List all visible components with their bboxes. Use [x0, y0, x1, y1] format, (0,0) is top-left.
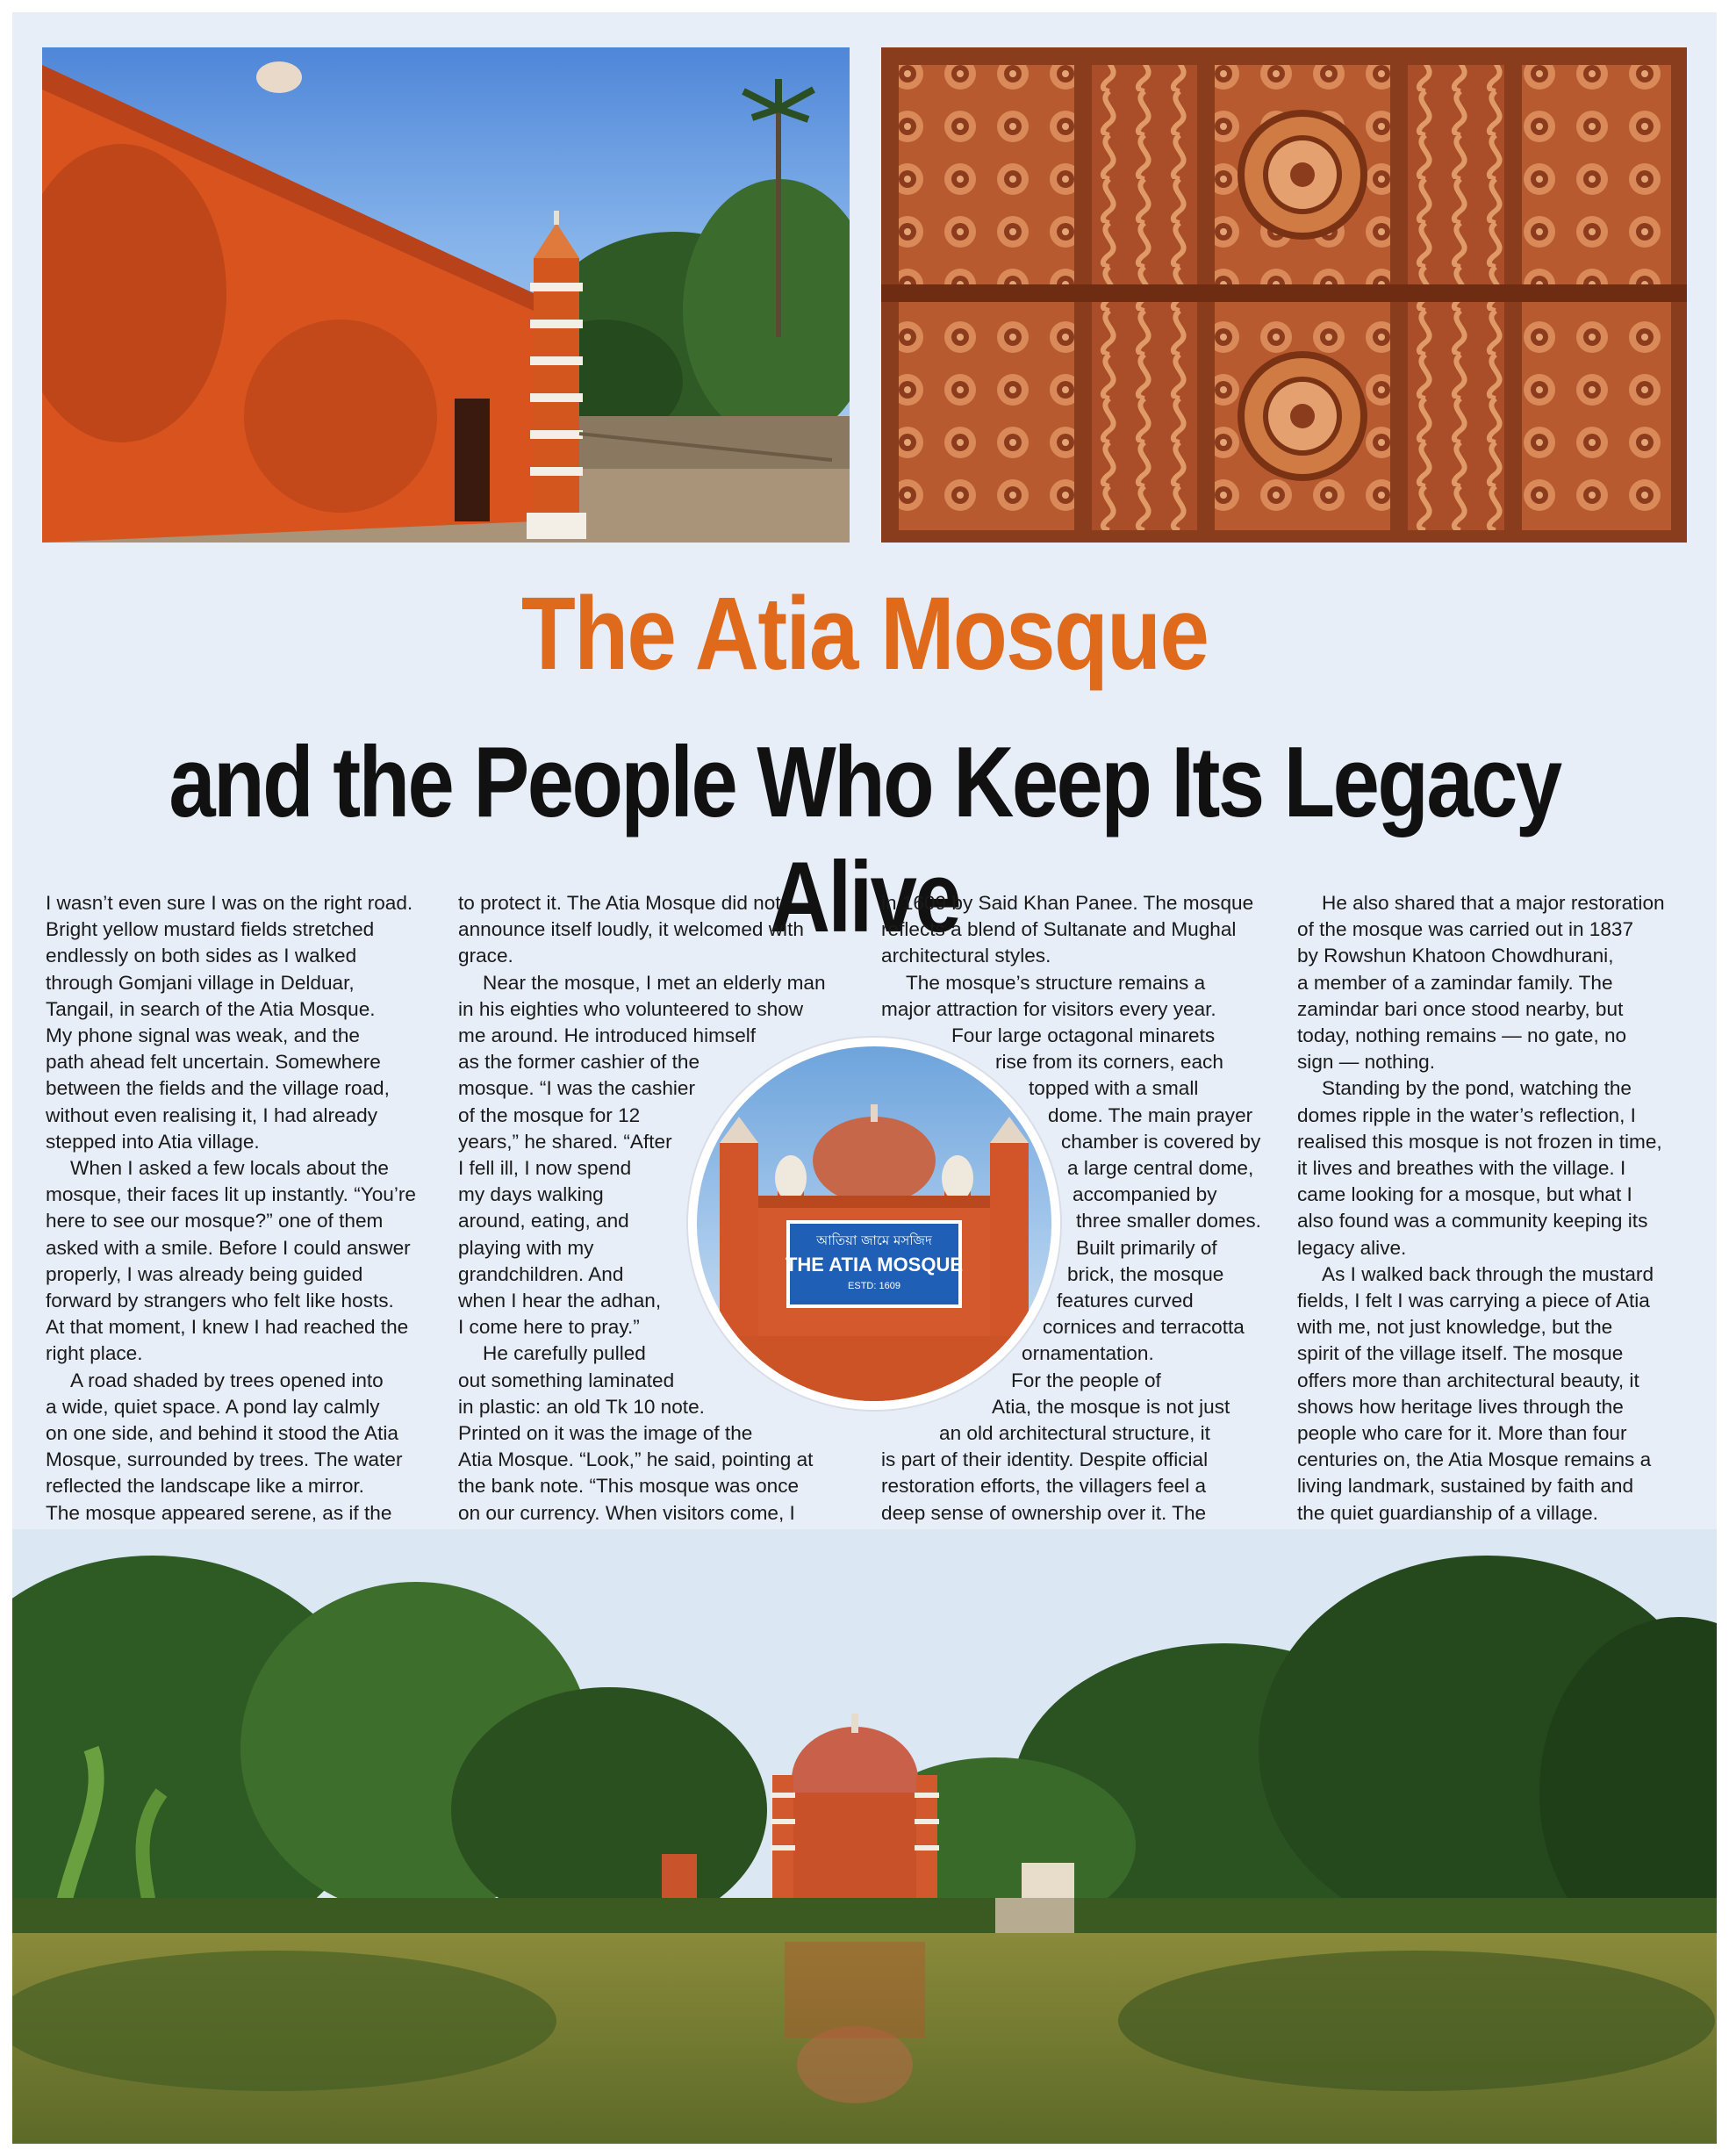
article-column-1 [46, 890, 441, 1579]
text-line: features curved [1057, 1290, 1194, 1312]
text-line: The mosque appeared serene, as if the [46, 1501, 392, 1524]
text-line: to protect it. The Atia Mosque did not [458, 892, 781, 914]
text-line: My phone signal was weak, and the [46, 1024, 360, 1047]
text-line: accompanied by [1073, 1183, 1217, 1206]
text-line: a large central dome, [1067, 1157, 1254, 1180]
text-line: stepped into Atia village. [46, 1130, 260, 1153]
text-line: reflected the landscape like a mirror. [46, 1475, 364, 1498]
text-line: major attraction for visitors every year. [881, 997, 1216, 1020]
text-line: fields, I felt I was carrying a piece of Atia [1297, 1290, 1650, 1312]
text-line: a wide, quiet space. A pond lay calmly [46, 1395, 380, 1418]
text-line: by Rowshun Khatoon Chowdhurani, [1297, 945, 1614, 967]
text-line: Printed on it was the image of the [458, 1422, 753, 1445]
paragraph [881, 890, 1276, 970]
paragraph [458, 890, 853, 970]
text-line: asked with a smile. Before I could answer [46, 1236, 411, 1259]
text-line: the bank note. “This mosque was once [458, 1475, 800, 1498]
text-line: on one side, and behind it stood the Atia [46, 1422, 398, 1445]
text-line: Mosque, surrounded by trees. The water [46, 1448, 403, 1471]
text-line: mosque, their faces lit up instantly. “You’re [46, 1183, 416, 1206]
text-line: my days walking [458, 1183, 604, 1206]
text-line: around, eating, and [458, 1210, 629, 1233]
text-line: me around. He introduced himself [458, 1024, 757, 1047]
text-line: people who care for it. More than four [1297, 1422, 1627, 1445]
text-line: without even realising it, I had already [46, 1103, 378, 1126]
text-line: between the fields and the village road, [46, 1077, 390, 1100]
text-line: I wasn’t even sure I was on the right road. [46, 892, 413, 914]
text-line: shows how heritage lives through the [1297, 1395, 1624, 1418]
text-line: cornices and terracotta [1043, 1316, 1245, 1339]
text-line: announce itself loudly, it welcomed with [458, 918, 804, 941]
paragraph [46, 890, 441, 1155]
sign-estd-text: ESTD: 1609 [848, 1281, 900, 1291]
text-line: A road shaded by trees opened into [70, 1369, 384, 1391]
text-line: The mosque’s structure remains a [906, 971, 1206, 994]
text-line: Built primarily of [1076, 1236, 1217, 1259]
text-line: deep sense of ownership over it. The [881, 1501, 1207, 1524]
text-line: Bright yellow mustard fields stretched [46, 918, 375, 941]
pond-panorama-illustration [12, 1529, 1717, 2144]
sign-bangla-text: আতিয়া জামে মসজিদ [816, 1233, 932, 1248]
text-line: Standing by the pond, watching the [1322, 1077, 1632, 1100]
text-line: Tangail, in search of the Atia Mosque. [46, 997, 376, 1020]
text-line: an old architectural structure, it [939, 1422, 1210, 1445]
text-line: restoration efforts, the villagers feel a [881, 1475, 1207, 1498]
text-line: the quiet guardianship of a village. [1297, 1501, 1598, 1524]
text-line: spirit of the village itself. The mosque [1297, 1342, 1624, 1365]
text-line: sign — nothing. [1297, 1051, 1435, 1074]
terracotta-panel-photo [881, 47, 1687, 543]
text-line: came looking for a mosque, but what I [1297, 1183, 1632, 1206]
text-line: mosque. “I was the cashier [458, 1077, 695, 1100]
text-line: of the mosque for 12 [458, 1103, 641, 1126]
text-line: here to see our mosque?” one of them [46, 1210, 384, 1233]
mosque-sign-illustration [697, 1046, 1051, 1401]
text-line: is part of their identity. Despite official [881, 1448, 1209, 1471]
text-line: brick, the mosque [1067, 1262, 1224, 1285]
text-line: through Gomjani village in Delduar, [46, 971, 355, 994]
paragraph [1297, 890, 1692, 1075]
text-line: For the people of [1011, 1369, 1161, 1391]
mosque-wall-illustration [42, 47, 850, 543]
text-line: centuries on, the Atia Mosque remains a [1297, 1448, 1652, 1471]
terracotta-illustration [881, 47, 1687, 543]
text-line: endlessly on both sides as I walked [46, 945, 357, 967]
text-line: properly, I was already being guided [46, 1262, 363, 1285]
text-line: on our currency. When visitors come, I [458, 1501, 795, 1524]
text-line: At that moment, I knew I had reached the [46, 1316, 409, 1339]
text-line: reflects a blend of Sultanate and Mughal [881, 918, 1237, 941]
text-line: grace. [458, 945, 513, 967]
paragraph [1297, 1075, 1692, 1261]
mosque-wall-photo [42, 47, 850, 543]
text-line: in plastic: an old Tk 10 note. [458, 1395, 705, 1418]
text-line: playing with my [458, 1236, 594, 1259]
text-line: grandchildren. And [458, 1262, 624, 1285]
text-line: three smaller domes. [1076, 1210, 1261, 1233]
text-line: today, nothing remains — no gate, no [1297, 1024, 1627, 1047]
text-line: dome. The main prayer [1048, 1103, 1253, 1126]
headline-title: The Atia Mosque [520, 576, 1209, 692]
text-line: it lives and breathes with the village. I [1297, 1157, 1626, 1180]
text-line: right place. [46, 1342, 143, 1365]
text-line: of the mosque was carried out in 1837 [1297, 918, 1634, 941]
text-line: architectural styles. [881, 945, 1051, 967]
text-line: realised this mosque is not frozen in time, [1297, 1130, 1662, 1153]
text-line: offers more than architectural beauty, it [1297, 1369, 1639, 1391]
paragraph [1297, 1261, 1692, 1527]
text-line: when I hear the adhan, [458, 1290, 662, 1312]
text-line: path ahead felt uncertain. Somewhere [46, 1051, 381, 1074]
text-line: with me, not just knowledge, but the [1297, 1316, 1613, 1339]
text-line: When I asked a few locals about the [70, 1157, 389, 1180]
mosque-sign-photo [688, 1038, 1060, 1410]
newspaper-page [12, 12, 1717, 2144]
text-line: as the former cashier of the [458, 1051, 700, 1074]
text-line: topped with a small [1029, 1077, 1199, 1100]
text-line: also found was a community keeping its [1297, 1210, 1648, 1233]
text-line: I come here to pray.” [458, 1316, 640, 1339]
text-line: Atia, the mosque is not just [992, 1395, 1230, 1418]
text-line: legacy alive. [1297, 1236, 1407, 1259]
text-line: a member of a zamindar family. The [1297, 971, 1613, 994]
headline-subtitle: and the People Who Keep Its Legacy Alive [169, 727, 1560, 953]
sign-title-text: THE ATIA MOSQUE [785, 1254, 964, 1276]
text-line: He also shared that a major restoration [1322, 892, 1665, 914]
paragraph [46, 1155, 441, 1368]
text-line: domes ripple in the water’s reflection, I [1297, 1103, 1636, 1126]
text-line: Four large octagonal minarets [951, 1024, 1216, 1047]
text-line: He carefully pulled [483, 1342, 646, 1365]
text-line: ornamentation. [1022, 1342, 1154, 1365]
text-line: Near the mosque, I met an elderly man [483, 971, 826, 994]
text-line: out something laminated [458, 1369, 675, 1391]
text-line: Atia Mosque. “Look,” he said, pointing at [458, 1448, 814, 1471]
text-line: forward by strangers who felt like hosts. [46, 1290, 394, 1312]
text-line: living landmark, sustained by faith and [1297, 1475, 1634, 1498]
mosque-pond-panorama-photo [12, 1529, 1717, 2144]
text-line: in his eighties who volunteered to show [458, 997, 804, 1020]
text-line: in 1609 by Said Khan Panee. The mosque [881, 892, 1254, 914]
text-line: As I walked back through the mustard [1322, 1262, 1654, 1285]
text-line: chamber is covered by [1061, 1130, 1261, 1153]
text-line: I fell ill, I now spend [458, 1157, 632, 1180]
text-line: zamindar bari once stood nearby, but [1297, 997, 1624, 1020]
text-line: years,” he shared. “After [458, 1130, 672, 1153]
text-line: rise from its corners, each [995, 1051, 1223, 1074]
